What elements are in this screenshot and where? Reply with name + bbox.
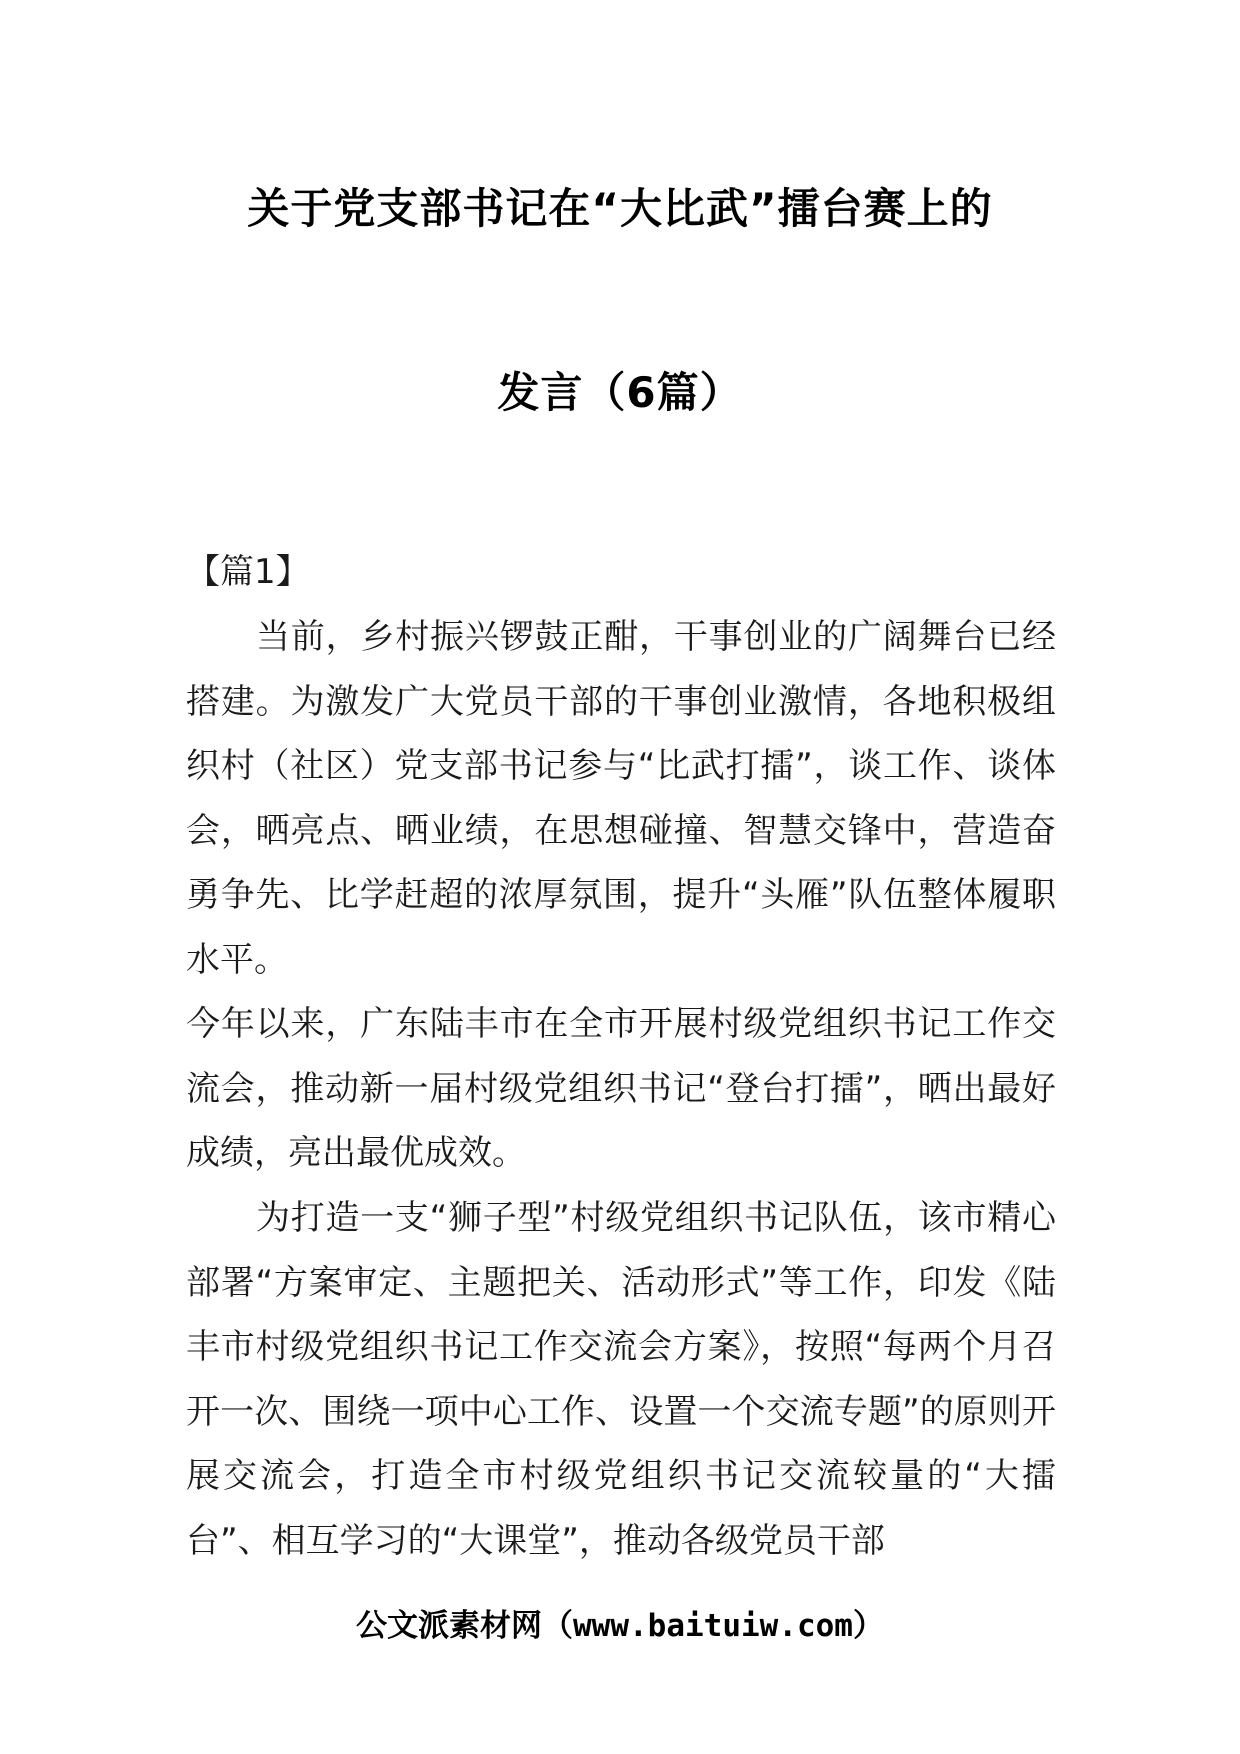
document-title-line-1: 关于党支部书记在“大比武”擂台赛上的 — [247, 184, 993, 233]
footer-watermark: 公文派素材网（www.baituiw.com） — [356, 1608, 884, 1644]
document-title-line-2: 发言（6篇） — [497, 368, 743, 417]
paragraph-1: 当前，乡村振兴锣鼓正酣，干事创业的广阔舞台已经搭建。为激发广大党员干部的干事创业激情，各地积极组织村（社区）党支部书记参与“比武打擂”，谈工作、谈体会，晒亮点、晒业绩，在思想碰撞、智慧交锋中，营造奋勇争先、比学赶超的浓厚氛围，提升“头雁”队伍整体履职水平。 — [186, 617, 1056, 980]
paragraph-2: 今年以来，广东陆丰市在全市开展村级党组织书记工作交流会，推动新一届村级党组织书记“登台打擂”，晒出最好成绩，亮出最优成效。 — [186, 1004, 1056, 1173]
section-label: 【篇1】 — [186, 552, 310, 592]
paragraph-3: 为打造一支“狮子型”村级党组织书记队伍，该市精心部署“方案审定、主题把关、活动形式”等工作，印发《陆丰市村级党组织书记工作交流会方案》，按照“每两个月召开一次、围绕一项中心工作、设置一个交流专题”的原则开展交流会，打造全市村级党组织书记交流较量的“大擂台”、相互学习的“大课堂”，推动各级党员干部 — [186, 1198, 1056, 1561]
